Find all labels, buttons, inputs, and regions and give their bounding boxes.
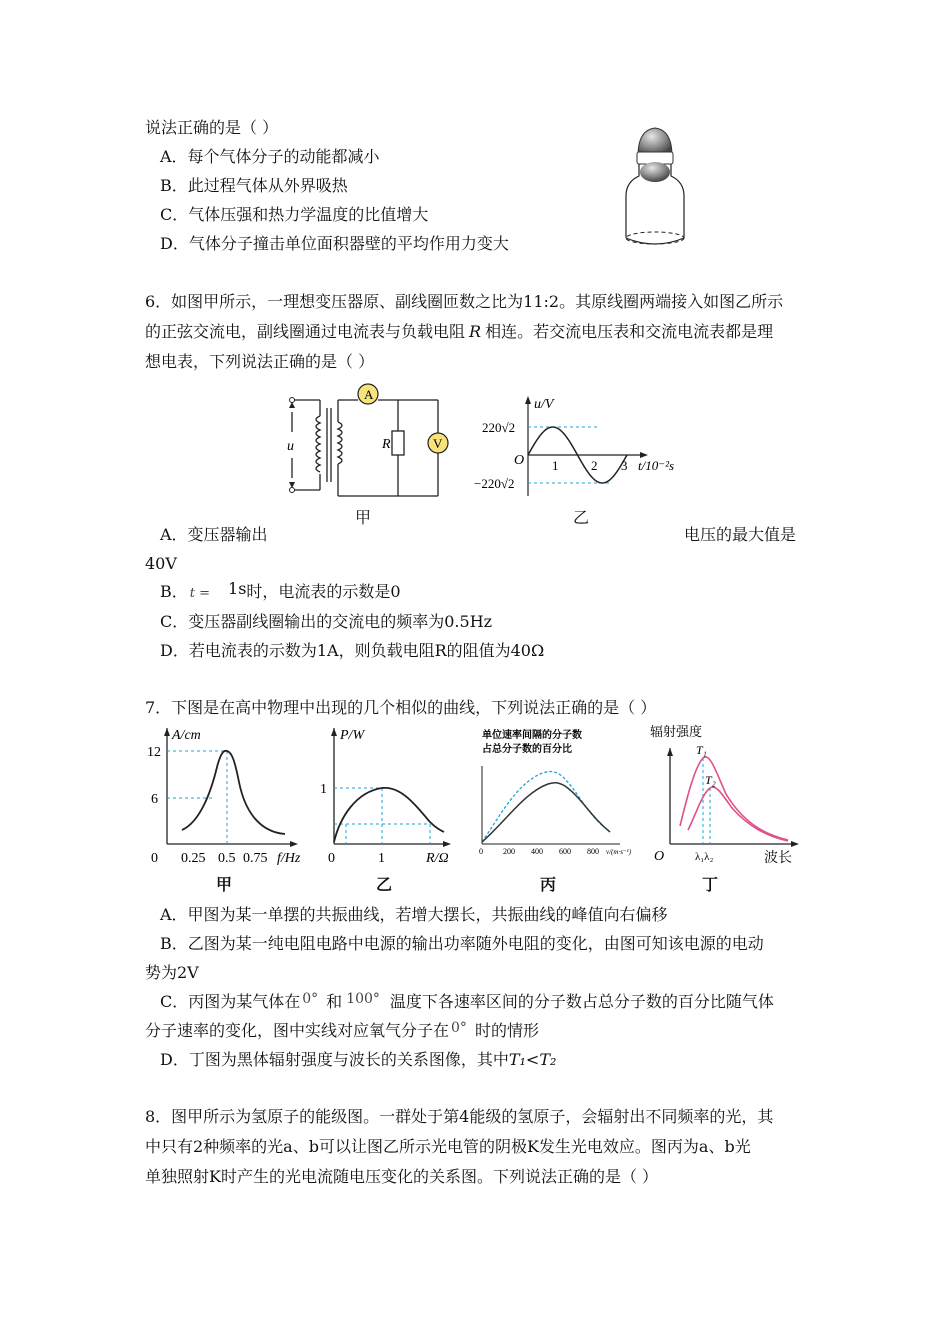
q6-option-a-wrap: 40V [145, 554, 177, 573]
origin-label: O [514, 453, 525, 468]
q6-stem-line2: 的正弦交流电，副线圈通过电流表与负载电阻 R 相连。若交流电压表和交流电流表都是理 [145, 322, 774, 341]
x-label: 波长 [764, 851, 792, 866]
q5-option-a: A．每个气体分子的动能都减小 [160, 147, 380, 166]
transformer-circuit-figure [280, 378, 460, 503]
x-tick: 0 [479, 847, 483, 856]
x-tick: 3 [621, 458, 628, 473]
y-label: A/cm [172, 728, 201, 743]
y-tick: 1 [320, 782, 327, 797]
q7-option-c-line1: C．丙图为某气体在 0° 和 100° 温度下各速率区间的分子数占总分子数的百分比随气体 [160, 991, 774, 1011]
y-tick: 6 [151, 792, 158, 807]
origin-label: O [654, 849, 665, 864]
q8-stem-line2: 中只有2种频率的光a、b可以让图乙所示光电管的阴极K发生光电效应。图丙为a、b光 [145, 1137, 751, 1156]
bottle-figure [620, 122, 690, 250]
x-axis-label: t/10⁻²s [638, 458, 675, 473]
q5-option-b: B．此过程气体从外界吸热 [160, 176, 348, 195]
lambda-mark: λ₁λ₂ [695, 851, 714, 863]
resistor-label: R [382, 437, 391, 452]
q8-stem-line3: 单独照射K时产生的光电流随电压变化的关系图。下列说法正确的是（ ） [145, 1167, 659, 1186]
y-max-label: 220√2 [482, 420, 516, 435]
q6-stem-line1: 6．如图甲所示，一理想变压器原、副线圈匝数之比为11:2。其原线圈两端接入如图乙所示 [145, 292, 784, 311]
x-tick: 0 [328, 851, 335, 866]
q7-fig-ding-caption: 丁 [702, 875, 719, 894]
q5-stem-tail: 说法正确的是（ ） [145, 118, 279, 137]
power-curve-figure [318, 722, 468, 870]
y-label: P/W [340, 728, 365, 743]
ammeter-label: A [364, 387, 374, 402]
x-tick: 1 [378, 851, 385, 866]
x-tick: 0.5 [218, 851, 236, 866]
y-min-label: −220√2 [474, 476, 515, 491]
y-label: 辐射强度 [650, 724, 703, 739]
q6-option-c: C．变压器副线圈输出的交流电的频率为0.5Hz [160, 612, 493, 631]
y-tick: 12 [147, 745, 161, 760]
voltage-label: u [287, 439, 294, 454]
q6-option-b: B． t = 1s时，电流表的示数是0 [160, 579, 401, 601]
q7-stem: 7．下图是在高中物理中出现的几个相似的曲线，下列说法正确的是（ ） [145, 698, 657, 717]
q7-option-b-line2: 势为2V [145, 963, 199, 982]
q7-option-c-line2: 分子速率的变化，图中实线对应氧气分子在 0° 时的情形 [145, 1020, 539, 1040]
q7-fig-bing-caption: 丙 [540, 875, 557, 894]
blackbody-radiation-figure [648, 722, 808, 870]
q6-stem-line3: 想电表，下列说法正确的是（ ） [145, 352, 375, 371]
q7-fig-jia-caption: 甲 [216, 875, 233, 894]
x-tick: 0.75 [243, 851, 268, 866]
resonance-curve-figure [145, 722, 320, 870]
x-tick: 400 [531, 847, 543, 856]
x-label: R/Ω [426, 851, 449, 866]
x-tick: 2 [591, 458, 598, 473]
y-axis-label: u/V [534, 397, 554, 412]
x-tick: 0 [151, 851, 158, 866]
q5-option-c: C．气体压强和热力学温度的比值增大 [160, 205, 429, 224]
maxwell-distribution-figure [470, 726, 635, 860]
q6-fig-yi-caption: 乙 [573, 508, 590, 527]
x-tick: 800 [587, 847, 599, 856]
curve-t2-label: T₂ [705, 773, 716, 787]
x-label: f/Hz [277, 851, 301, 866]
q6-option-d: D．若电流表的示数为1A，则负载电阻R的阻值为40Ω [160, 641, 545, 660]
q8-stem-line1: 8．图甲所示为氢原子的能级图。一群处于第4能级的氢原子，会辐射出不同频率的光，其 [145, 1107, 774, 1126]
q6-option-a-left: A．变压器输出 [160, 525, 268, 544]
chart-title-line1: 单位速率间隔的分子数 [482, 730, 582, 741]
q5-option-d: D．气体分子撞击单位面积器壁的平均作用力变大 [160, 234, 509, 253]
q7-option-d: D．丁图为黑体辐射强度与波长的关系图像，其中T₁<T₂ [160, 1050, 557, 1069]
x-tick: 0.25 [181, 851, 206, 866]
x-label: v/(m·s⁻¹) [606, 848, 632, 856]
curve-t1-label: T₁ [696, 743, 707, 757]
sine-wave-figure [470, 390, 690, 500]
voltmeter-label: V [433, 436, 443, 451]
q7-option-a: A．甲图为某一单摆的共振曲线，若增大摆长，共振曲线的峰值向右偏移 [160, 905, 668, 924]
q7-option-b-line1: B．乙图为某一纯电阻电路中电源的输出功率随外电阻的变化，由图可知该电源的电动 [160, 934, 764, 953]
chart-title-line2: 占总分子数的百分比 [482, 744, 572, 755]
q6-fig-jia-caption: 甲 [355, 508, 372, 527]
q6-option-a-right: 电压的最大值是 [684, 525, 797, 544]
x-tick: 200 [503, 847, 515, 856]
x-tick: 1 [552, 458, 559, 473]
x-tick: 600 [559, 847, 571, 856]
q7-fig-yi-caption: 乙 [376, 875, 393, 894]
